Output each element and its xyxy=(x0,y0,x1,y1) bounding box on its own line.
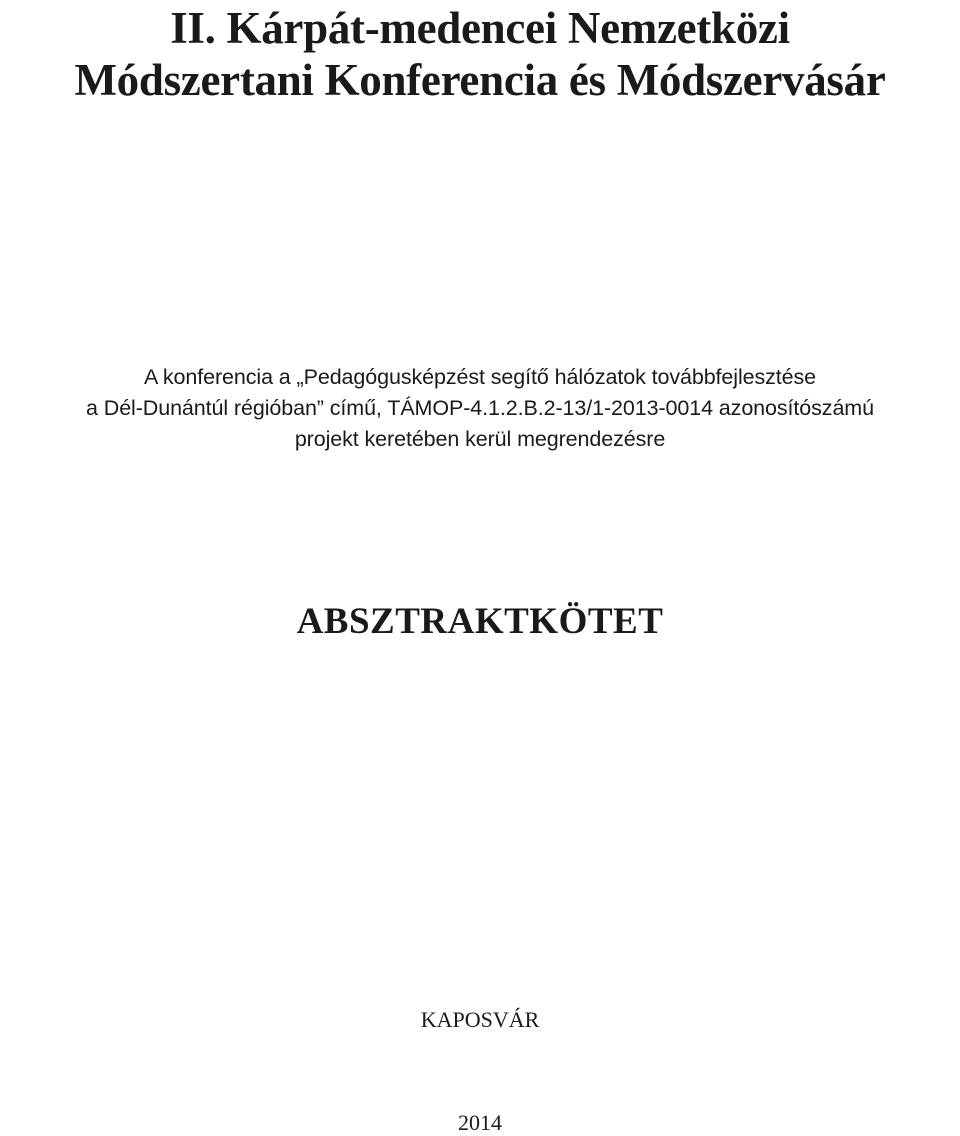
publication-place: KAPOSVÁR xyxy=(420,1007,540,1032)
document-title xyxy=(0,2,960,106)
description-line-2: a Dél-Dunántúl régióban” című, TÁMOP-4.1.2.B.2-13/1-2013-0014 azonosítószámú xyxy=(86,396,874,420)
project-description xyxy=(0,362,960,455)
title-line-1: II. Kárpát-medencei Nemzetközi xyxy=(170,3,790,53)
title-line-2: Módszertani Konferencia és Módszervásár xyxy=(74,55,886,105)
volume-heading: ABSZTRAKTKÖTET xyxy=(296,601,664,642)
description-line-1: A konferencia a „Pedagógusképzést segítő hálózatok továbbfejlesztése xyxy=(143,365,817,389)
description-line-3: projekt keretében kerül megrendezésre xyxy=(294,427,666,451)
publication-year: 2014 xyxy=(458,1110,502,1135)
